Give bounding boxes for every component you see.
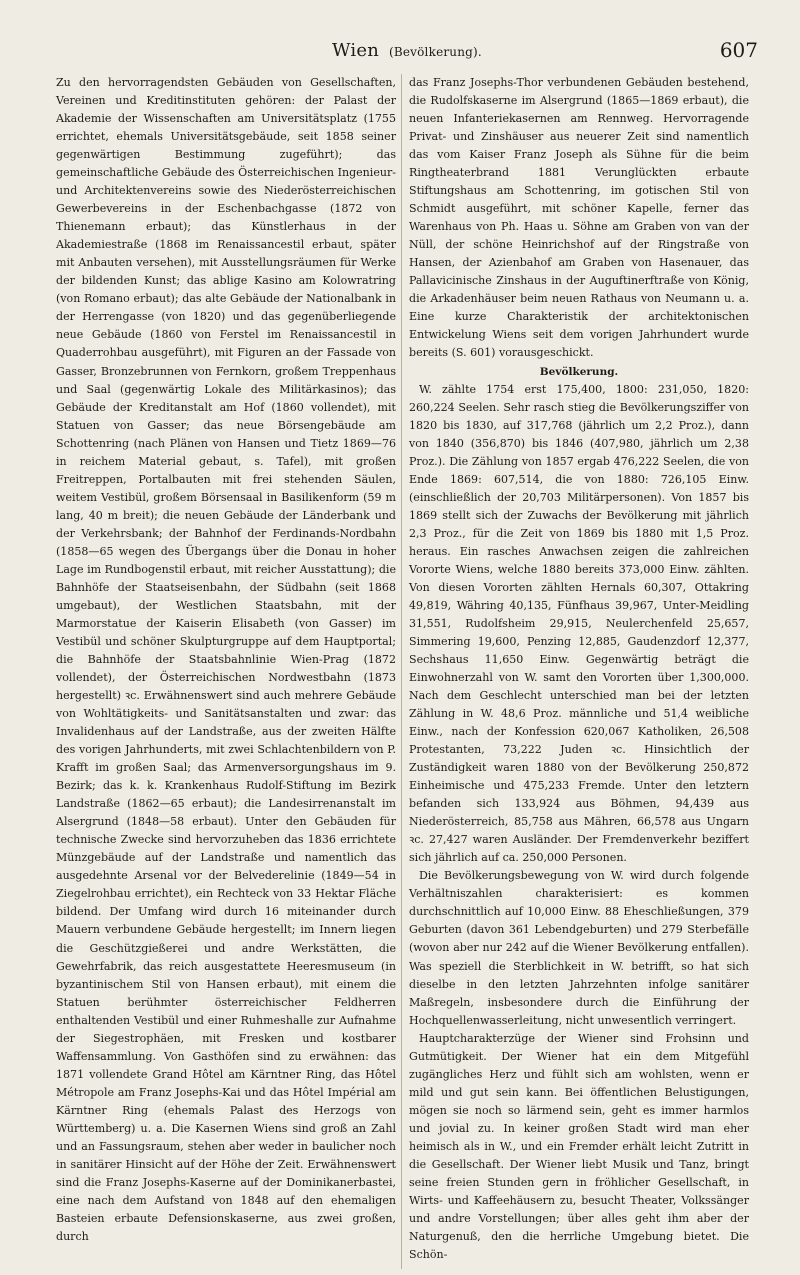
right-column-continuation: das Franz Josephs-Thor verbundenen Gebäuden bestehend, die Rudolfskaserne im Alsergrund (1865—1869 erbaut), die neuen Infanteriekasernen am Rennweg. Hervorragende Privat- und Zinshäuser aus neuerer Zeit sind namentlich das vom Kaiser Franz Joseph als Sühne für die beim Ringtheaterbrand 1881 Verunglückten erbaute Stiftungshaus am Schottenring, im gotischen Stil von Schmidt ausgeführt, mit schöner Kapelle, ferner das Warenhaus von Ph. Haas u. Söhne am Graben von van der Nüll, der schöne Heinrichshof auf der Ringstraße von Hansen, der Azienbahof am Graben von Hasenauer, das Pallavicinische Zinshaus in der Auguftinerftraße von König, die Arkadenhäuser beim neuen Rathaus von Neumann u. a. Eine kurze Charakteristik der architektonischen Entwickelung Wiens seit dem vorigen Jahrhundert wurde bereits (S. 601) vorausgeschickt. <box>409 76 749 360</box>
running-title-main: Wien <box>332 40 380 61</box>
left-column <box>56 74 396 1246</box>
right-column-paragraph-1: W. zählte 1754 erst 175,400, 1800: 231,050, 1820: 260,224 Seelen. Sehr rasch stieg die Bevölkerungsziffer von 1820 bis 1830, auf 317,768 (jährlich um 2,2 Proz.), dann von 1840 (356,870) bis 1846 (407,980, jährlich um 2,38 Proz.). Die Zählung von 1857 ergab 476,222 Seelen, die von Ende 1869: 607,514, die von 1880: 726,105 Einw. (einschließlich der 20,703 Militärpersonen). Von 1857 bis 1869 stellt sich der Zuwachs der Bevölkerung mit jährlich 2,3 Proz., für die Zeit von 1869 bis 1880 mit 1,5 Proz. heraus. Ein rasches Anwachsen zeigen die zahlreichen Vororte Wiens, welche 1880 bereits 373,000 Einw. zählten. Von diesen Vororten zählten Hernals 60,307, Ottakring 49,819, Währing 40,135, Fünfhaus 39,967, Unter-Meidling 31,551, Rudolfsheim 29,915, Neulerchenfeld 25,657, Simmering 19,600, Penzing 12,885, Gaudenzdorf 12,377, Sechshaus 11,650 Einw. Gegenwärtig beträgt die Einwohnerzahl von W. samt den Vororten über 1,300,000. Nach dem Geschlecht unterschied man bei der letzten Zählung in W. 48,6 Proz. männliche und 51,4 weibliche Einw., nach der Konfession 620,067 Katholiken, 26,508 Protestanten, 73,222 Juden ꝛc. Hinsichtlich der Zuständigkeit waren 1880 von der Bevölkerung 250,872 Einheimische und 475,233 Fremde. Unter den letztern befanden sich 133,924 aus Böhmen, 94,439 aus Niederösterreich, 85,758 aus Mähren, 66,578 aus Ungarn ꝛc. 27,427 waren Ausländer. Der Fremdenverkehr beziffert sich jährlich auf ca. 250,000 Personen. <box>409 382 749 865</box>
left-column-paragraph-1: Zu den hervorragendsten Gebäuden von Gesellschaften, Vereinen und Kreditinstituten gehören: der Palast der Akademie der Wissenschaften am Universitätsplatz (1755 errichtet, ehemals Universitätsgebäude, seit 1858 seiner gegenwärtigen Bestimmung zugeführt); das gemeinschaftliche Gebäude des Österreichischen Ingenieur- und Architektenvereins sowie des Niederösterreichischen Gewerbevereins in der Eschenbachgasse (1872 von Thienemann erbaut); das Künstlerhaus in der Akademiestraße (1868 im Renaissancestil erbaut, später mit Anbauten versehen), mit Ausstellungsräumen für Werke der bildenden Kunst; das ablige Kasino am Kolowratring (von Romano erbaut); das alte Gebäude der Nationalbank in der Herrengasse (von 1820) und das gegenüberliegende neue Gebäude (1860 von Ferstel im Renaissancestil in Quaderrohbau ausgeführt), mit Figuren an der Fassade von Gasser, Bronzebrunnen von Fernkorn, großem Treppenhaus und Saal (gegenwärtig Lokale des Militärkasinos); das Gebäude der Kreditanstalt am Hof (1860 vollendet), mit Statuen von Gasser; das neue Börsengebäude am Schottenring (nach Plänen von Hansen und Tietz 1869—76 in reichem Material gebaut, s. Tafel), mit großen Freitreppen, Portalbauten mit frei stehenden Säulen, weitem Vestibül, großem Börsensaal in Basilikenform (59 m lang, 40 m breit); die neuen Gebäude der Länderbank und der Verkehrsbank; der Bahnhof der Ferdinands-Nordbahn (1858—65 wegen des Übergangs über die Donau in hoher Lage im Rundbogenstil erbaut, mit reicher Ausstattung); die Bahnhöfe der Staatseisenbahn, der Südbahn (seit 1868 umgebaut), der Westlichen Staatsbahn, mit der Marmorstatue der Kaiserin Elisabeth (von Gasser) im Vestibül und schöner Skulpturgruppe auf dem Hauptportal; die Bahnhöfe der Staatsbahnlinie Wien-Prag (1872 vollendet), der Österreichischen Nordwestbahn (1873 hergestellt) ꝛc. Erwähnenswert sind auch mehrere Gebäude von Wohltätigkeits- und Sanitätsanstalten und zwar: das Invalidenhaus auf der Landstraße, aus der zweiten Hälfte des vorigen Jahrhunderts, mit zwei Schlachtenbildern von P. Krafft im großen Saal; das Armenversorgungshaus im 9. Bezirk; das k. k. Krankenhaus Rudolf-Stiftung im Bezirk Landstraße (1862—65 erbaut); die Landesirrenanstalt im Alsergrund (1848—58 erbaut). Unter den Gebäuden für technische Zwecke sind hervorzuheben das 1836 errichtete Münzgebäude auf der Landstraße und namentlich das ausgedehnte Arsenal vor der Belvederelinie (1849—54 in Ziegelrohbau errichtet), ein Rechteck von 33 Hektar Fläche bildend. Der Umfang wird durch 16 miteinander durch Mauern verbundene Gebäude hergestellt; im Innern liegen die Geschützgießerei und andre Werkstätten, die Gewehrfabrik, das reich ausgestattete Heeresmuseum (in byzantinischem Stil von Hansen erbaut), mit einem die Statuen berühmter österreichischer Feldherren enthaltenden Vestibül und einer Ruhmeshalle zur Aufnahme der Siegestrophäen, mit Fresken und kostbarer Waffensammlung. Von Gasthöfen sind zu erwähnen: das 1871 vollendete Grand Hôtel am Kärntner Ring, das Hôtel Métropole am Franz Josephs-Kai und das Hôtel Impérial am Kärntner Ring (ehemals Palast des Herzogs von Württemberg) u. a. Die Kasernen Wiens sind groß an Zahl und an Fassungsraum, stehen aber weder in baulicher noch in sanitärer Hinsicht auf der Höhe der Zeit. Erwähnenswert sind die Franz Josephs-Kaserne auf der Dominikanerbastei, eine nach dem Aufstand von 1848 auf den ehemaligen Basteien erbaute Defensionskaserne, aus zwei großen, durch <box>56 76 396 1243</box>
section-heading-bevoelkerung: Bevölkerung. <box>539 365 619 378</box>
page-header <box>56 34 758 68</box>
right-column <box>409 74 749 1264</box>
right-column-paragraph-3: Hauptcharakterzüge der Wiener sind Frohsinn und Gutmütigkeit. Der Wiener hat ein dem Mitgefühl zugängliches Herz und fühlt sich am wohlsten, wenn er mild und gut sein kann. Bei öffentlichen Belustigungen, mögen sie noch so lärmend sein, geht es immer harmlos und jovial zu. In keiner großen Stadt wird man eher heimisch als in W., und ein Fremder erhält leicht Zutritt in die Gesellschaft. Der Wiener liebt Musik und Tanz, bringt seine freien Stunden gern in fröhlicher Gesellschaft, in Wirts- und Kaffeehäusern zu, besucht Theater, Volkssänger und andre Vorstellungen; über alles geht ihm aber der Naturgenuß, den die herrliche Umgebung bietet. Die Schön- <box>409 1031 749 1261</box>
page-number: 607 <box>719 38 758 62</box>
column-divider <box>401 74 402 1269</box>
right-column-paragraph-2: Die Bevölkerungsbewegung von W. wird durch folgende Verhältniszahlen charakterisiert: es kommen durchschnittlich auf 10,000 Einw. 88 Eheschließungen, 379 Geburten (davon 361 Lebendgeburten) und 279 Sterbefälle (wovon aber nur 242 auf die Wiener Bevölkerung entfallen). Was speziell die Sterblichkeit in W. betrifft, so hat sich dieselbe in den letzten Jahrzehnten infolge sanitärer Maßregeln, insbesondere durch die Einführung der Hochquellenwasserleitung, nicht unwesentlich verringert. <box>409 869 749 1027</box>
running-title <box>56 40 758 61</box>
running-title-sub: (Bevölkerung). <box>388 45 482 59</box>
